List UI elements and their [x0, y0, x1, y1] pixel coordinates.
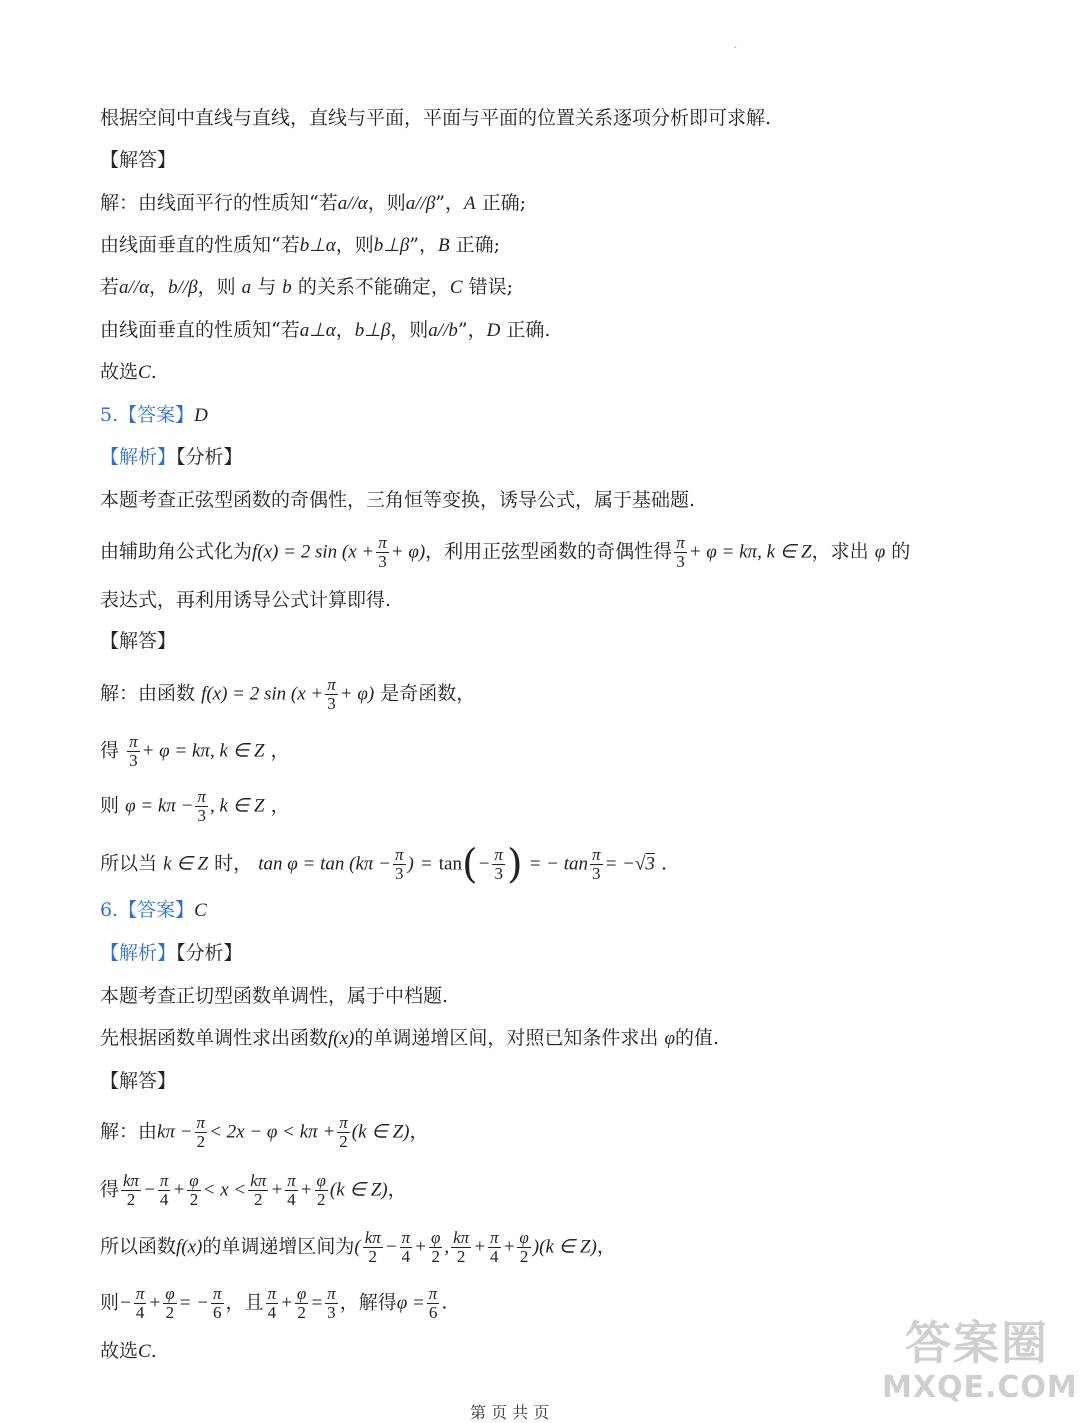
q6-choose: 故选C. — [100, 1340, 157, 1362]
q6-solution-4: 则− $\frac{\pi}{4}$ + $\frac{\varphi}{2}$ = − $\frac{\pi}{6}$ ，且 $\frac{\pi}{4}$ + $\frac{\varphi}{2}$ = $\frac{\pi}{3}$ ，解得φ = $\frac{\pi}{6}$ . — [100, 1284, 448, 1322]
q5-description: 本题考查正弦型函数的奇偶性，三角恒等变换，诱导公式，属于基础题. — [100, 489, 696, 511]
q4-line-2: 由线面垂直的性质知“若b⊥α，则b⊥β”，B 正确; — [100, 234, 501, 256]
q4-line-4: 由线面垂直的性质知“若a⊥α，b⊥β，则a//b”，D 正确. — [100, 319, 551, 341]
q5-jieda-heading: 【解答】 — [100, 630, 177, 652]
q4-choose: 故选C. — [100, 361, 157, 383]
page-footer: 第 页 共 页 — [470, 1403, 550, 1422]
q5-analysis-heading: 【解析】【分析】 — [100, 446, 243, 468]
q6-analysis-heading: 【解析】【分析】 — [100, 942, 243, 964]
watermark-logo: 答案圈 MXQE.COM — [882, 1316, 1078, 1405]
q5-answer-line: 5.【答案】D — [100, 404, 208, 426]
q4-line-3: 若a//α，b//β，则 a 与 b 的关系不能确定，C 错误; — [100, 276, 513, 298]
q6-solution-1: 解：由kπ − $\frac{\pi}{2}$ < 2x − φ < kπ + $\frac{\pi}{2}$ (k ∈ Z)， — [100, 1113, 429, 1151]
q5-solution-4: 所以当 k ∈ Z 时， tan φ = tan (kπ − $\frac{\pi}{3}$ ) = tan(− $\frac{\pi}{3}$ ) = − tan $\frac{\pi}{3}$ = −√3 . — [100, 841, 667, 888]
q4-jieda-heading: 【解答】 — [100, 149, 177, 171]
q6-jieda-heading: 【解答】 — [100, 1070, 177, 1092]
q6-answer-line: 6.【答案】C — [100, 899, 207, 921]
q5-analysis-line-1: 由辅助角公式化为f(x) = 2 sin (x + $\frac{\pi}{3}$ + φ)，利用正弦型函数的奇偶性得 $\frac{\pi}{3}$ + φ = kπ, k ∈ Z，求出 φ 的 — [100, 533, 911, 571]
q6-solution-3: 所以函数f(x)的单调递增区间为( $\frac{k\pi}{2}$ − $\frac{\pi}{4}$ + $\frac{\varphi}{2}$ , $\frac{k\pi}{2}$ + $\frac{\pi}{4}$ + $\frac{\varphi}{2}$ )(k ∈ Z)， — [100, 1228, 616, 1266]
q5-solution-1: 解：由函数 f(x) = 2 sin (x + $\frac{\pi}{3}$ + φ) 是奇函数， — [100, 675, 476, 713]
q5-solution-2: 得 $\frac{\pi}{3}$ + φ = kπ, k ∈ Z ， — [100, 732, 290, 770]
q6-solution-2: 得 $\frac{k\pi}{2}$ − $\frac{\pi}{4}$ + $\frac{\varphi}{2}$ < x < $\frac{k\pi}{2}$ + $\frac{\pi}{4}$ + $\frac{\varphi}{2}$ (k ∈ Z)， — [100, 1171, 407, 1209]
q6-analysis-line-2: 先根据函数单调性求出函数f(x)的单调递增区间，对照已知条件求出 φ的值. — [100, 1027, 720, 1049]
q5-analysis-line-2: 表达式，再利用诱导公式计算即得. — [100, 589, 392, 611]
page-dot: . — [734, 40, 738, 51]
q5-solution-3: 则 φ = kπ − $\frac{\pi}{3}$ , k ∈ Z ， — [100, 787, 290, 825]
q6-description: 本题考查正切型函数单调性，属于中档题. — [100, 985, 449, 1007]
q4-line-1: 解：由线面平行的性质知“若a//α，则a//β”，A 正确; — [100, 192, 527, 214]
intro-line: 根据空间中直线与直线，直线与平面，平面与平面的位置关系逐项分析即可求解. — [100, 107, 772, 129]
